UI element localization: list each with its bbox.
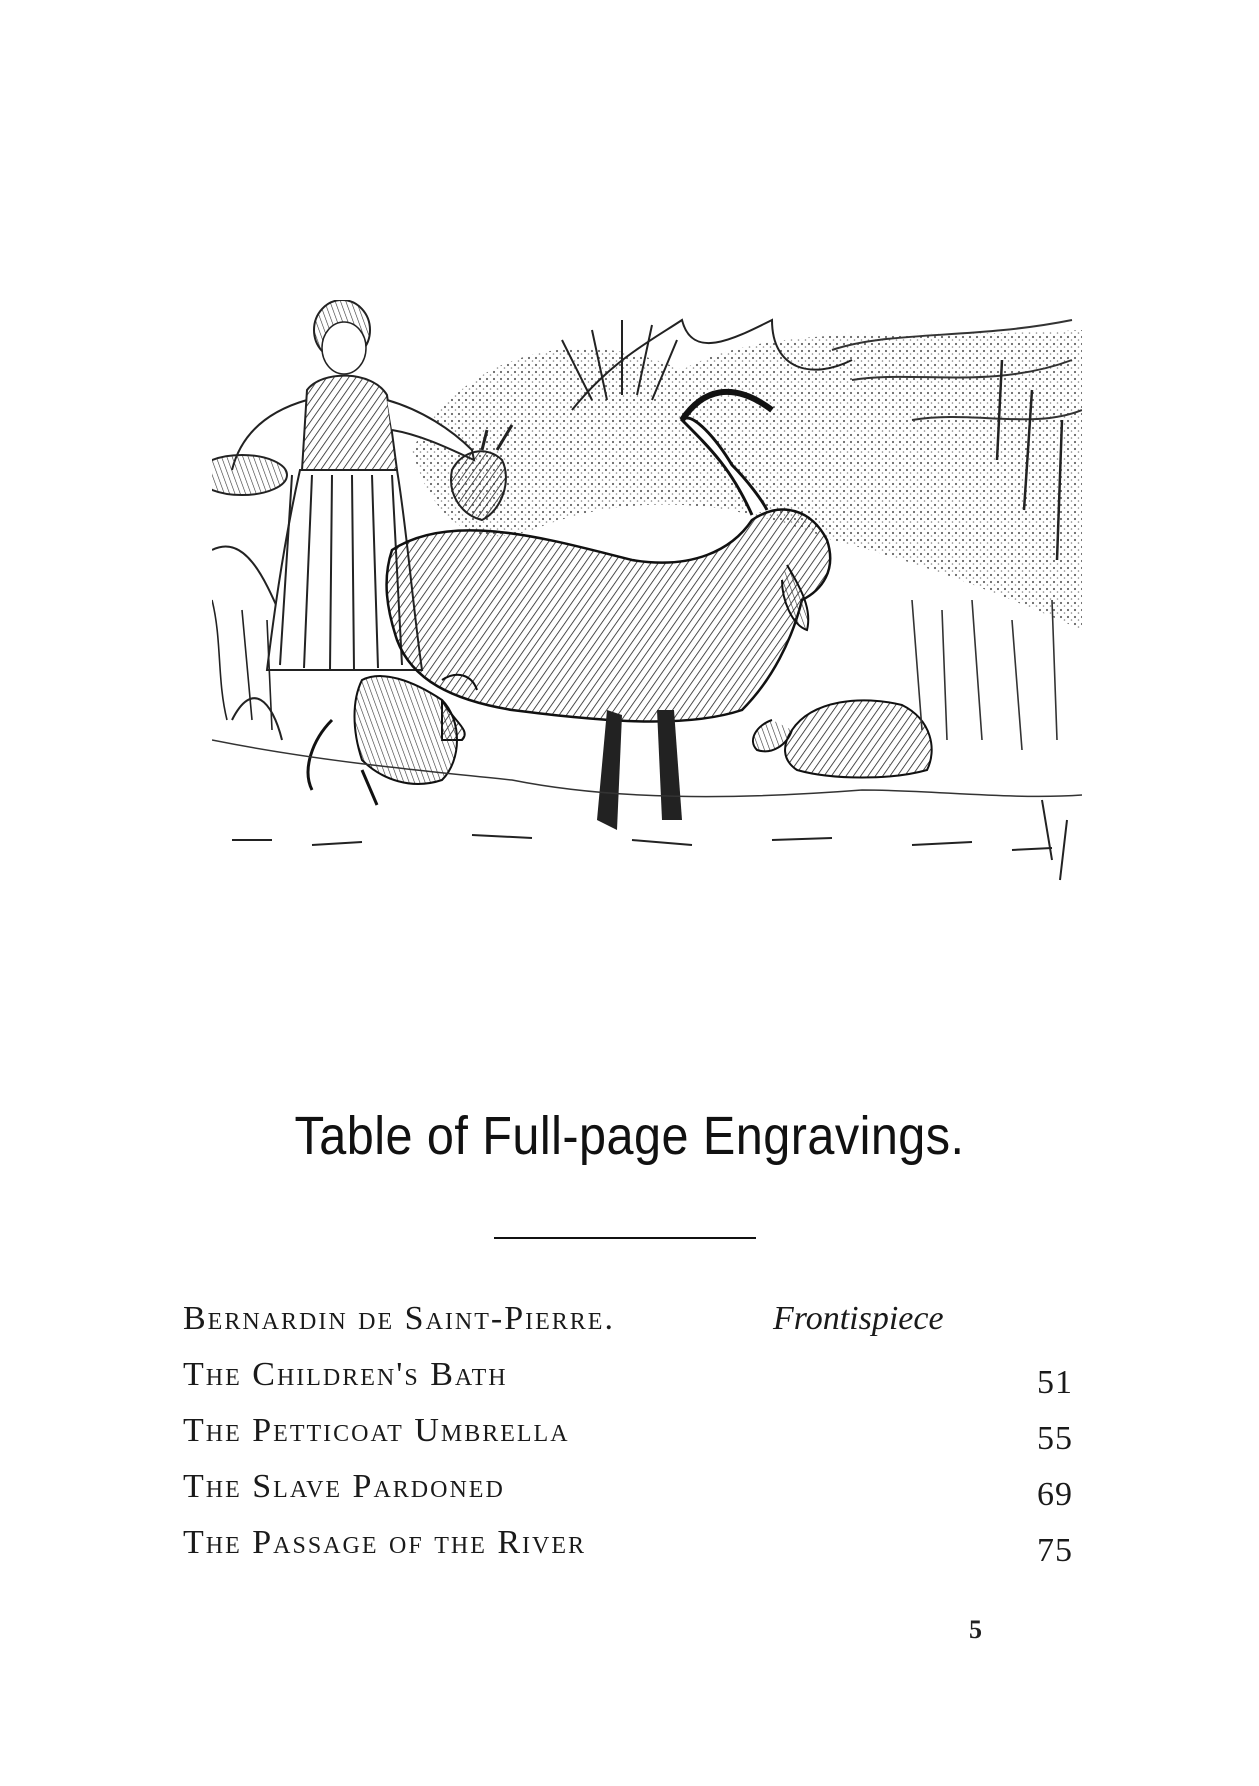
list-item bbox=[183, 1412, 1073, 1468]
entry-page-number: 51 bbox=[1037, 1364, 1073, 1401]
title-divider bbox=[494, 1237, 756, 1239]
resting-goat bbox=[753, 700, 932, 777]
entry-title: Bernardin de Saint-Pierre. bbox=[183, 1300, 615, 1337]
page-title: Table of Full-page Engravings. bbox=[294, 1106, 965, 1166]
list-item bbox=[183, 1300, 1073, 1356]
engraving-illustration bbox=[212, 300, 1082, 1010]
list-item bbox=[183, 1356, 1073, 1412]
entry-page-number: 55 bbox=[1037, 1420, 1073, 1457]
page-folio: 5 bbox=[969, 1615, 982, 1644]
entry-title: The Children's Bath bbox=[183, 1356, 508, 1393]
entry-title: The Slave Pardoned bbox=[183, 1468, 505, 1505]
list-item bbox=[183, 1524, 1073, 1580]
entry-title: The Petticoat Umbrella bbox=[183, 1412, 570, 1449]
engravings-list bbox=[183, 1300, 1073, 1580]
entry-title: The Passage of the River bbox=[183, 1524, 587, 1561]
entry-page-number: 69 bbox=[1037, 1476, 1073, 1513]
list-item bbox=[183, 1468, 1073, 1524]
entry-note: Frontispiece bbox=[773, 1300, 944, 1337]
entry-page-number: 75 bbox=[1037, 1532, 1073, 1569]
